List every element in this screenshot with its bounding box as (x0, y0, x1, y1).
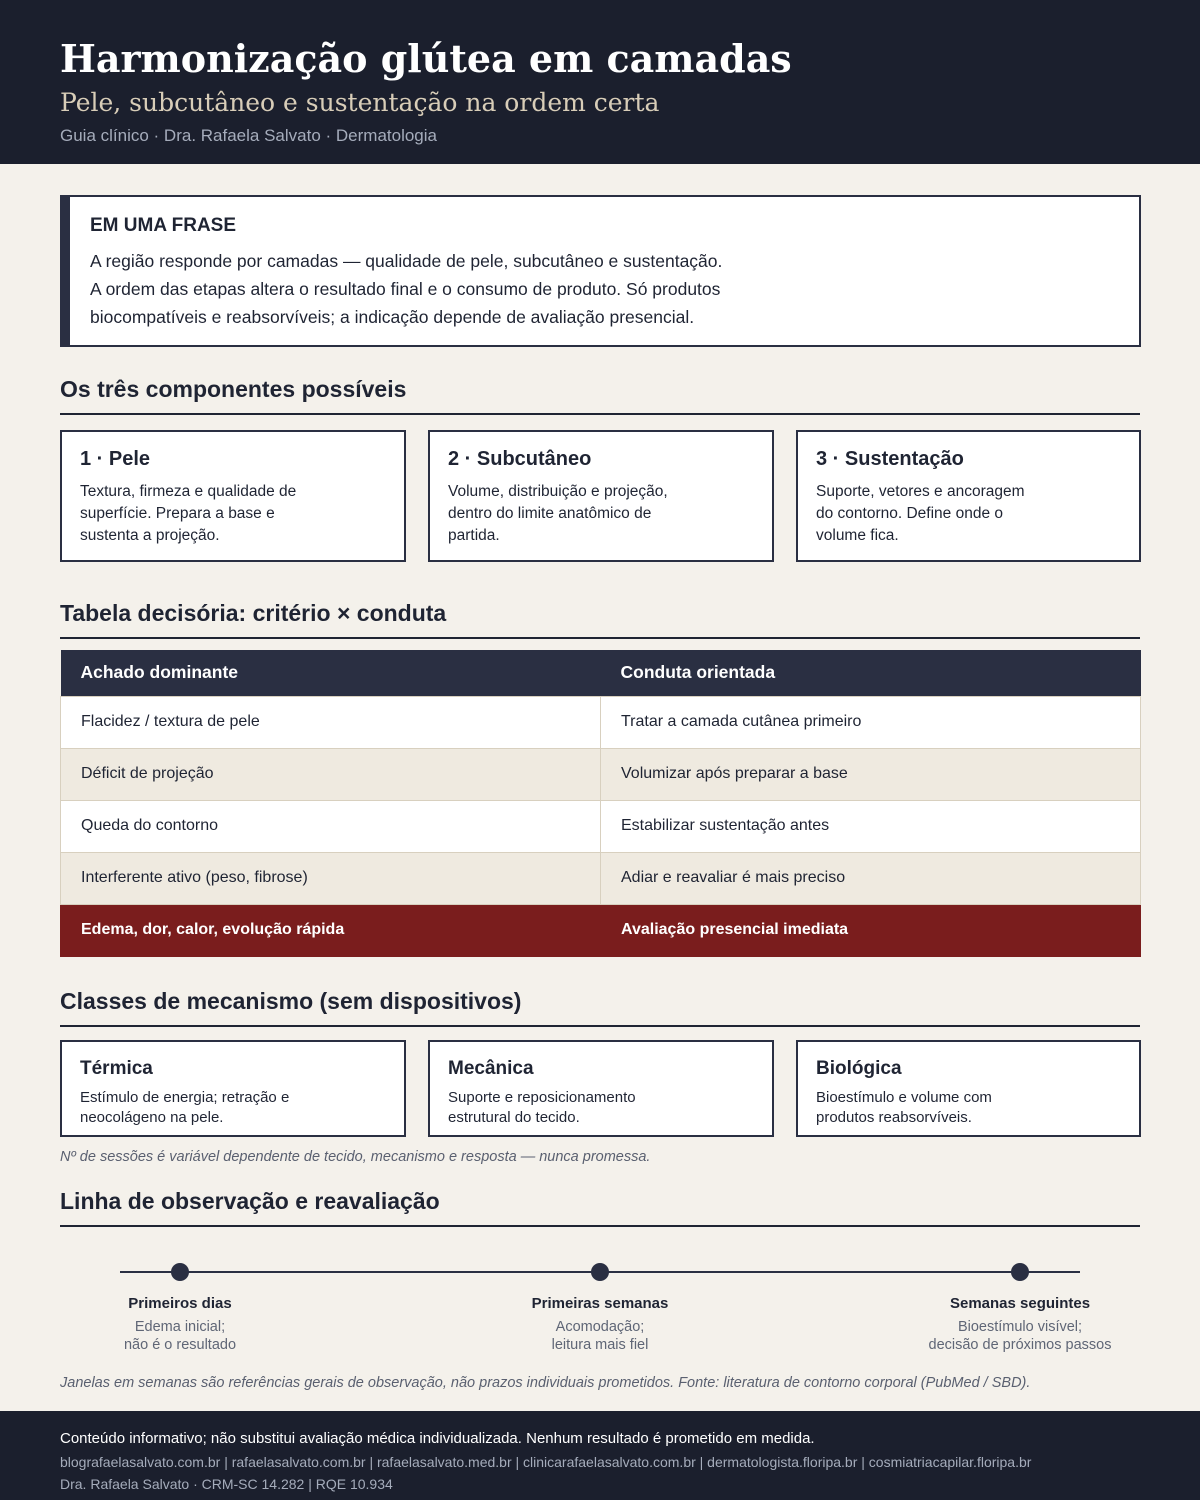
footer-links[interactable]: blografaelasalvato.com.br | rafaelasalvato.com.br | rafaelasalvato.med.br | clinicarafaelasalvato.com.br | dermatologista.floripa.br | cosmiatriacapilar.floripa.br (60, 1454, 1032, 1470)
timeline-step-line: Edema inicial; (134, 1319, 226, 1335)
mechanism-card-title: Mecânica (448, 1058, 534, 1079)
table-cell: Queda do contorno (61, 800, 601, 852)
timeline-step-desc (900, 1318, 1140, 1354)
decision-section-title: Tabela decisória: critério × conduta (60, 600, 1140, 639)
table-cell: Edema, dor, calor, evolução rápida (61, 904, 601, 956)
summary-box (60, 195, 1141, 347)
summary-text (90, 247, 830, 331)
table-cell: Tratar a camada cutânea primeiro (601, 696, 1141, 748)
mechanism-card-title: Biológica (816, 1058, 902, 1079)
timeline-step-line: Acomodação; (555, 1319, 645, 1335)
component-card-title: 3 · Sustentação (816, 448, 964, 470)
table-row-alert (61, 904, 1141, 956)
component-card-title: 1 · Pele (80, 448, 151, 470)
table-header-conduta: Conduta orientada (601, 650, 1141, 696)
mechanism-card-body: Estímulo de energia; retração e neocolágeno na pele. (80, 1089, 290, 1126)
table-row (61, 748, 1141, 800)
summary-label: EM UMA FRASE (90, 215, 237, 236)
timeline-section-title: Linha de observação e reavaliação (60, 1188, 1140, 1227)
timeline-step-desc (480, 1318, 720, 1354)
mechanism-card-mecanica (428, 1040, 774, 1137)
timeline-step-line: não é o resultado (123, 1337, 237, 1353)
component-card-title: 2 · Subcutâneo (448, 448, 592, 470)
summary-line-2: A ordem das etapas altera o resultado final e o consumo de produto. Só produtos (90, 279, 721, 299)
mechanism-card-title: Térmica (80, 1058, 153, 1079)
page-footer (0, 1411, 1200, 1500)
component-card-subcutaneo (428, 430, 774, 562)
components-section-title: Os três componentes possíveis (60, 376, 1140, 415)
table-cell: Déficit de projeção (61, 748, 601, 800)
component-card-body: Volume, distribuição e projeção, dentro do limite anatômico de partida. (448, 483, 668, 544)
mechanism-card-body: Suporte e reposicionamento estrutural do tecido. (448, 1089, 636, 1126)
timeline-dot (1011, 1263, 1029, 1281)
component-card-body: Suporte, vetores e ancoragem do contorno. Define onde o volume fica. (816, 483, 1025, 544)
table-row (61, 696, 1141, 748)
page-title: Harmonização glútea em camadas (60, 36, 792, 81)
footer-credentials: Dra. Rafaela Salvato · CRM-SC 14.282 | RQE 10.934 (60, 1476, 393, 1492)
table-header-row (61, 650, 1141, 696)
table-row (61, 800, 1141, 852)
summary-line-1: A região responde por camadas — qualidade de pele, subcutâneo e sustentação. (90, 251, 723, 271)
component-card-body: Textura, firmeza e qualidade de superfície. Prepara a base e sustenta a projeção. (80, 483, 297, 544)
mechanisms-note: Nº de sessões é variável dependente de tecido, mecanismo e resposta — nunca promessa. (60, 1149, 651, 1165)
table-cell: Flacidez / textura de pele (61, 696, 601, 748)
component-card-pele (60, 430, 406, 562)
timeline-step-desc (60, 1318, 300, 1354)
timeline-step (60, 1295, 300, 1354)
table-cell: Estabilizar sustentação antes (601, 800, 1141, 852)
timeline-step-line: Bioestímulo visível; (957, 1319, 1083, 1335)
page-meta: Guia clínico · Dra. Rafaela Salvato · Dermatologia (60, 126, 437, 145)
timeline-dot (171, 1263, 189, 1281)
timeline-note: Janelas em semanas são referências gerais de observação, não prazos individuais prometidos. Fonte: literatura de contorno corporal (PubMed / SBD). (60, 1375, 1031, 1391)
timeline-step-line: decisão de próximos passos (928, 1337, 1112, 1353)
table-row (61, 852, 1141, 904)
page-subtitle: Pele, subcutâneo e sustentação na ordem certa (60, 88, 660, 117)
summary-line-3: biocompatíveis e reabsorvíveis; a indicação depende de avaliação presencial. (90, 307, 695, 327)
timeline-step-line: leitura mais fiel (551, 1337, 649, 1353)
timeline-dot (591, 1263, 609, 1281)
mechanism-card-biologica (796, 1040, 1141, 1137)
timeline-step (900, 1295, 1140, 1354)
table-cell: Interferente ativo (peso, fibrose) (61, 852, 601, 904)
timeline-step-title: Primeiras semanas (531, 1295, 669, 1312)
footer-disclaimer: Conteúdo informativo; não substitui avaliação médica individualizada. Nenhum resultado é prometido em medida. (60, 1430, 815, 1447)
page-header (0, 0, 1200, 164)
table-cell: Volumizar após preparar a base (601, 748, 1141, 800)
component-card-sustentacao (796, 430, 1141, 562)
table-cell: Avaliação presencial imediata (601, 904, 1141, 956)
mechanism-card-termica (60, 1040, 406, 1137)
timeline-step-title: Primeiros dias (128, 1295, 232, 1312)
table-header-achado: Achado dominante (61, 650, 601, 696)
timeline-step (480, 1295, 720, 1354)
decision-table (60, 650, 1141, 957)
table-cell: Adiar e reavaliar é mais preciso (601, 852, 1141, 904)
mechanisms-section-title: Classes de mecanismo (sem dispositivos) (60, 988, 1140, 1027)
mechanism-card-body: Bioestímulo e volume com produtos reabsorvíveis. (816, 1089, 992, 1126)
timeline-step-title: Semanas seguintes (949, 1295, 1091, 1312)
